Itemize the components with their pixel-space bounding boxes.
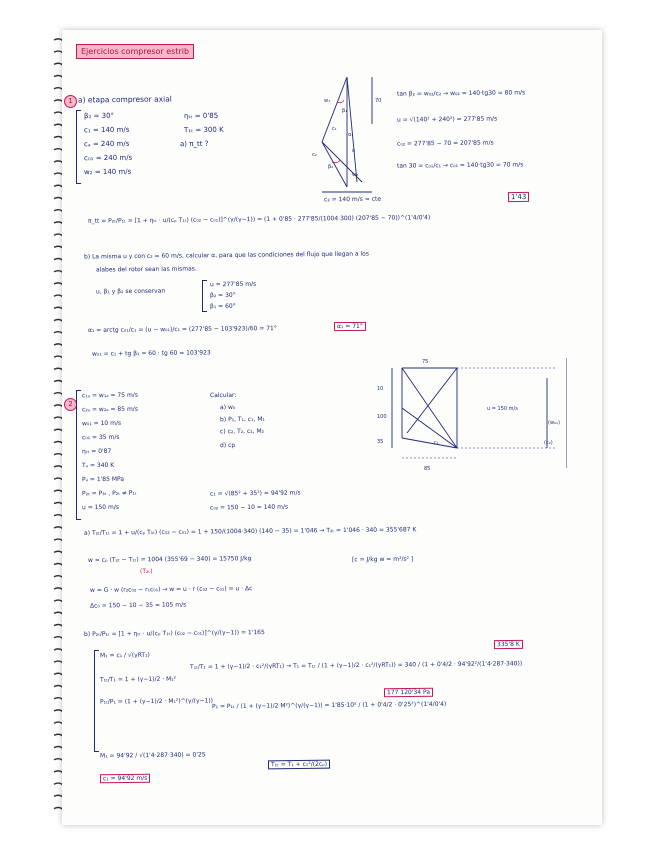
p2-a-w: w = cₚ (T₂ₜ − T₁ₜ) = 1004 (355'69 − 340) = 15750 J/kg	[87, 555, 252, 564]
p1-diag-h: 70	[375, 98, 382, 104]
p2-diag-top: 75	[422, 359, 429, 365]
p2-a-note: (T₂ₜ)	[139, 567, 153, 576]
p2-given-5: Tₐ = 340 K	[81, 461, 115, 470]
p2-a-dc: Δc₀ = 150 − 10 − 35 = 105 m/s	[89, 601, 187, 610]
page-title: Ejercicios compresor estrib	[76, 44, 194, 59]
p1-givens-brace	[76, 110, 81, 184]
p1-side-3: tan 30 = c₀₁/c₁ → c₀₁ = 140·tg30 = 70 m/s	[396, 161, 524, 170]
p2-given-4: ηₜₜ = 0'87	[81, 447, 112, 456]
p1-side-2: c₀₂ = 277'85 − 70 = 207'85 m/s	[396, 139, 494, 148]
p1-diag-a1: α₁	[348, 132, 354, 138]
p2-b-P1: P₁ = P₁ₜ / (1 + (γ−1)/2 M²)^(γ/(γ−1)) = 1'85·10⁵ / (1 + 0'4/2 · 0'25²)^(1'4/0'4)	[211, 700, 447, 711]
notebook-page	[62, 30, 602, 825]
p1-b-val-2: β₁ = 60°	[209, 302, 236, 311]
p2-givens-brace	[76, 390, 81, 520]
p2-calc-head: Calcular:	[209, 391, 237, 400]
p1-b-alpha: α₁ = arctg c₀₁/c₁ = (u − w₀₁)/c₁ = (277'85 − 103'923)/60 = 71°	[87, 325, 277, 334]
p2-b-p: P₁ₜ/P₁ = (1 + (γ−1)/2 · M₁²)^(γ/(γ−1))	[99, 697, 214, 706]
p1-given-1: c₁ = 140 m/s	[83, 125, 130, 135]
p2-a-eq: a) T₂ₜ/T₁ₜ = 1 + u/(cₚ T₁ₜ) (c₀₂ − c₀₁) = 1 + 150/(1004·340) (140 − 35) = 1'046 → T₂ₜ = 1'046 · 340 = 355'687 K	[83, 526, 417, 537]
p1-diag-u: u	[352, 148, 356, 154]
p1-b-w01: w₀₁ = c₁ + tg β₁ = 60 · tg 60 = 103'923	[91, 349, 211, 358]
p2-diag-mid: 100	[377, 414, 387, 420]
p2-b-T1-box: 335'8 K	[494, 640, 523, 649]
p2-diag-c0: (c₀)	[544, 440, 553, 446]
p1-b-keep: u, β₁ y β₂ se conservan	[95, 287, 166, 296]
p2-a-w2: w = G · w (r₂c₀₂ − r₁c₀₁) → w = u · r (c₀₂ − c₀₁) = u · Δc	[89, 585, 253, 594]
p1-given-3: c₀₁ = 240 m/s	[83, 153, 133, 163]
p1-t1t: T₁ₜ = 300 K	[183, 125, 224, 135]
p2-b-m1: M₁ = c₁ / √(γRT₁)	[99, 651, 150, 660]
p2-b-brace	[94, 650, 99, 752]
p1-b-vals-brace	[202, 280, 207, 312]
p2-b-T1t: T₁ₜ = T₁ + c₁²/(2cₚ)	[268, 760, 330, 770]
p2-given-1: c₂ₐ = w₂ₐ = 85 m/s	[81, 405, 138, 414]
p1-b-val-1: β₂ = 30°	[209, 291, 236, 300]
p1-given-0: β₂ = 30°	[83, 111, 115, 121]
p2-calc-3: d) cp	[219, 441, 236, 450]
p1-given-2: cₐ = 240 m/s	[83, 139, 130, 149]
p1-given-4: w₂ = 140 m/s	[83, 167, 132, 177]
p1-heading: a) etapa compresor axial	[77, 94, 172, 105]
p2-given-0: c₁ₐ = w₁ₐ = 75 m/s	[81, 391, 138, 400]
p1-pressure-formula: π_tt = P₂ₜ/P₁ₜ = [1 + ηₜₜ · u/(cₚ T₁ₜ) (c₀₂ − c₀₁)]^(γ/(γ−1)) = (1 + 0'85 · 277'85/(1004·300) (207'85 − 70))^(1'4/0'4)	[87, 214, 431, 225]
p1-diag-w2: w₂	[352, 172, 359, 178]
p1-diag-ca: c₂ = 140 m/s = cte	[323, 195, 382, 204]
problem-number-1: 1	[64, 95, 77, 108]
p2-given-7: P₂ₜ = P₃ₜ , P₂ₜ ≠ P₁ₜ	[81, 489, 137, 498]
p2-given-2: w₀₁ = 10 m/s	[81, 419, 122, 428]
p1-b-line1: b) La misma u y con c₂ = 60 m/s, calcular α, para que las condiciones del flujo que llegan a los	[83, 250, 369, 261]
p2-diag-bottom: 85	[424, 466, 431, 472]
p2-b-m1-val: M₁ = 94'92 / √(1'4·287·340) = 0'25	[99, 751, 206, 760]
p2-calc-2: c) c₂, T₂, c₂, M₂	[219, 427, 265, 436]
p1-diag-c1: c₁	[332, 126, 337, 132]
p1-result: 1'43	[508, 192, 529, 202]
p1-diag-c2: c₂	[312, 152, 317, 158]
p1-diag-w1: w₁	[324, 98, 331, 104]
p2-b-P1-box: 177 120'34 Pa	[384, 688, 433, 698]
p1-b-line2: alabes del rotor sean las mismas.	[95, 265, 197, 274]
p2-diag-w01: (w₀₁)	[548, 420, 560, 426]
p1-b-alpha-box: α₁ = 71°	[334, 322, 366, 331]
p2-given-3: c₀₁ = 35 m/s	[81, 433, 120, 442]
p1-velocity-triangle	[302, 72, 392, 202]
p1-ask: a) π_tt ?	[179, 139, 209, 149]
p2-velocity-triangle	[352, 348, 567, 478]
p1-side-0: tan β₂ = w₀₂/c₂ → w₀₂ = 140·tg30 = 80 m/s	[396, 89, 526, 98]
p2-b-c1-box: c₁ = 94'92 m/s	[100, 774, 150, 784]
p2-b-eq: b) P₂ₜ/P₁ₜ = [1 + ηₜₜ · u/(cₚ T₁ₜ) (c₀₂ − c₀₁)]^(γ/(γ−1)) = 1'165	[83, 629, 265, 638]
p2-b-chain: T₁ₜ/T₁ = 1 + (γ−1)/2 · c₁²/(γRT₁) → T₁ = T₁ₜ / (1 + (γ−1)/2 · c₁²/(γRT₁)) = 340 / (1 + 0'4/2 · 94'92²/(1'4·287·340))	[189, 660, 523, 671]
p2-a-units: [c = J/kg w = m²/s² ]	[351, 555, 414, 564]
p2-given-8: u = 150 m/s	[81, 503, 120, 512]
p2-calc-0: a) w₀	[219, 403, 236, 412]
p2-diag-c1: c₁	[434, 440, 439, 446]
p2-calc-1: b) P₁, T₁, c₁, M₁	[219, 415, 265, 424]
p2-c1-eq: c₁ = √(85² + 35²) = 94'92 m/s	[209, 489, 301, 498]
p2-diag-bot: 35	[377, 439, 384, 445]
p2-c02-eq: c₀₂ = 150 − 10 = 140 m/s	[209, 503, 289, 512]
p2-given-6: Pₐ = 1'85 MPa	[81, 475, 125, 484]
p2-diag-u: u = 150 m/s	[487, 406, 518, 412]
p1-efficiency: ηₜₜ = 0'85	[183, 111, 219, 121]
p1-b-val-0: u = 277'85 m/s	[209, 280, 257, 289]
p1-diag-b2: β₂	[328, 164, 334, 170]
p2-diag-left: 10	[377, 386, 384, 392]
problem-number-2: 2	[64, 398, 77, 411]
p1-diag-b1: β₁	[342, 108, 348, 114]
p2-b-t: T₁ₜ/T₁ = 1 + (γ−1)/2 · M₁²	[99, 675, 177, 684]
p1-side-1: u = √(140² + 240²) = 277'85 m/s	[396, 115, 498, 124]
